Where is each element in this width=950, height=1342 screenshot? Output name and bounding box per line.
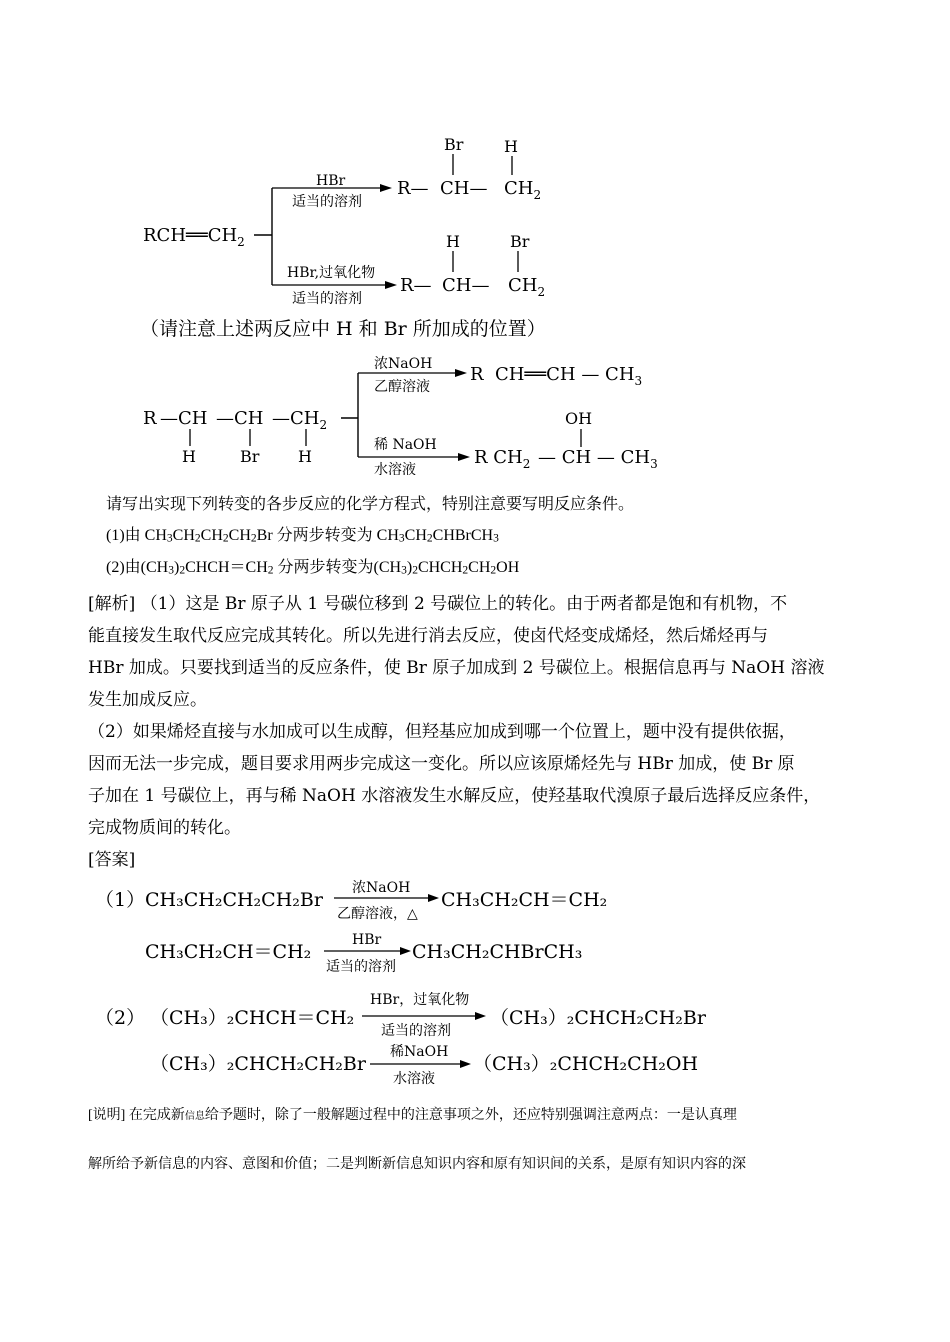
d2-lower-product-b: — CH — $CH_3$: [538, 447, 658, 471]
analysis-line: HBr 加成。只要找到适当的反应条件，使 Br 原子加成到 2 号碳位上。根据信息再与 NaOH 溶液: [88, 658, 825, 678]
note-line-2: 解所给予新信息的内容、意图和价值；二是判断新信息知识内容和原有知识间的关系，是原有知识内容的深: [88, 1157, 746, 1172]
d2-lower-condition: 水溶液: [374, 462, 416, 475]
analysis-line: 完成物质间的转化。: [88, 818, 241, 838]
reaction-diagram-1: [0, 120, 950, 350]
d2-oh: OH: [565, 409, 593, 428]
reaction-diagram-2: [0, 350, 950, 475]
a1-r2-right: CH₃CH₂CHBrCH₃: [412, 941, 583, 963]
analysis-line: 能直接发生取代反应完成其转化。所以先进行消去反应，使卤代烃变成烯烃，然后烯烃再与: [88, 626, 768, 646]
upper-r: R—: [397, 178, 429, 199]
d2-upper-condition: 乙醇溶液: [374, 379, 430, 395]
lower-ch: CH—: [442, 275, 490, 296]
question-intro: 请写出实现下列转变的各步反应的化学方程式，特别注意要写明反应条件。: [106, 496, 635, 513]
upper-ch: CH—: [440, 178, 488, 199]
diagram1-note: （请注意上述两反应中 H 和 Br 所加成的位置）: [140, 318, 546, 340]
analysis-line: 因而无法一步完成，题目要求用两步完成这一变化。所以应该原烯烃先与 HBr 加成，使 Br 原: [88, 754, 795, 774]
lower-r: R—: [400, 275, 432, 296]
d2-below-h2: H: [298, 447, 312, 466]
a2-r1-bottom: 适当的溶剂: [381, 1023, 451, 1039]
arrow-head: [428, 894, 439, 902]
a2-r2-top: 稀NaOH: [390, 1044, 449, 1060]
d2-lower-product-a: R $CH_2$: [474, 447, 531, 471]
arrow-head: [460, 1060, 471, 1068]
lower-condition: 适当的溶剂: [292, 291, 362, 307]
upper-reagent: HBr: [316, 173, 346, 189]
a1-r2-top: HBr: [352, 932, 382, 948]
arrow-head: [475, 1012, 486, 1020]
analysis-paragraph-1: [88, 588, 878, 716]
a1-r1-right: CH₃CH₂CH＝CH₂: [441, 889, 608, 911]
upper-arrow-head: [380, 184, 392, 192]
a2-r2-bottom: 水溶液: [393, 1071, 435, 1087]
a2-r2-right: （CH₃）₂CHCH₂CH₂OH: [473, 1053, 699, 1075]
question-2: (2)由$(CH_3)_2CHCH=CH_2$ 分两步转变为$(CH_3)_2CHCH_2CH_2OH$: [106, 559, 520, 577]
analysis-line: [解析] （1）这是 Br 原子从 1 号碳位移到 2 号碳位上的转化。由于两者都是饱和有机物，不: [88, 594, 788, 614]
d2-ch-b: —CH: [216, 408, 264, 429]
analysis-line: 发生加成反应。: [88, 690, 207, 710]
d2-ch-a: —CH: [160, 408, 208, 429]
reactant-label: $RCH══CH_2$: [143, 225, 245, 249]
d2-below-h1: H: [182, 447, 196, 466]
a2-r2-left: （CH₃）₂CHCH₂CH₂Br: [150, 1053, 366, 1075]
a2-r1-right: （CH₃）₂CHCH₂CH₂Br: [490, 1007, 706, 1029]
d2-upper-reagent: 浓NaOH: [374, 356, 433, 372]
answer-1-number: （1）: [95, 889, 146, 911]
lower-sub-h: H: [446, 232, 460, 251]
a1-r2-bottom: 适当的溶剂: [326, 959, 396, 975]
a1-r1-left: CH₃CH₂CH₂CH₂Br: [145, 889, 323, 911]
upper-condition: 适当的溶剂: [292, 194, 362, 210]
d2-lower-reagent: 稀 NaOH: [374, 437, 437, 453]
answer-label: [答案]: [88, 850, 136, 870]
d2-upper-product: R CH══CH — $CH_3$: [470, 364, 643, 388]
upper-sub-h: H: [504, 137, 518, 156]
answer-equations: [0, 875, 950, 1090]
upper-arrow-head: [455, 369, 467, 377]
lower-arrow-head: [458, 453, 470, 461]
upper-ch2: $CH_2$: [504, 178, 542, 202]
note-line-1: [说明] 在完成新信息给予题时，除了一般解题过程中的注意事项之外，还应特别强调注意两点：一是认真理: [88, 1108, 737, 1123]
question-1: (1)由 $CH_3CH_2CH_2CH_2Br$ 分两步转变为 $CH_3CH_2CHBrCH_3$: [106, 527, 499, 545]
upper-sub-br: Br: [444, 135, 464, 154]
a1-r1-bottom: 乙醇溶液，△: [337, 906, 418, 922]
analysis-line: （2）如果烯烃直接与水加成可以生成醇，但羟基应加成到哪一个位置上，题中没有提供依据，: [88, 722, 796, 742]
a1-r2-left: CH₃CH₂CH＝CH₂: [145, 941, 312, 963]
d2-below-br: Br: [240, 447, 260, 466]
d2-ch2: $—CH_2$: [272, 408, 328, 432]
lower-sub-br: Br: [510, 232, 530, 251]
lower-arrow-head: [385, 281, 397, 289]
analysis-line: 子加在 1 号碳位上，再与稀 NaOH 水溶液发生水解反应，使羟基取代溴原子最后选择反应条件，: [88, 786, 821, 806]
d2-r: R: [143, 408, 157, 429]
lower-reagent: HBr,过氧化物: [287, 265, 376, 281]
analysis-paragraph-2: [88, 716, 878, 844]
a2-r1-top: HBr，过氧化物: [370, 992, 470, 1008]
a2-r1-left: （CH₃）₂CHCH＝CH₂: [150, 1007, 355, 1029]
arrow-head: [400, 947, 411, 955]
answer-2-number: （2）: [95, 1007, 146, 1029]
lower-ch2: $CH_2$: [508, 275, 546, 299]
a1-r1-top: 浓NaOH: [352, 880, 411, 896]
